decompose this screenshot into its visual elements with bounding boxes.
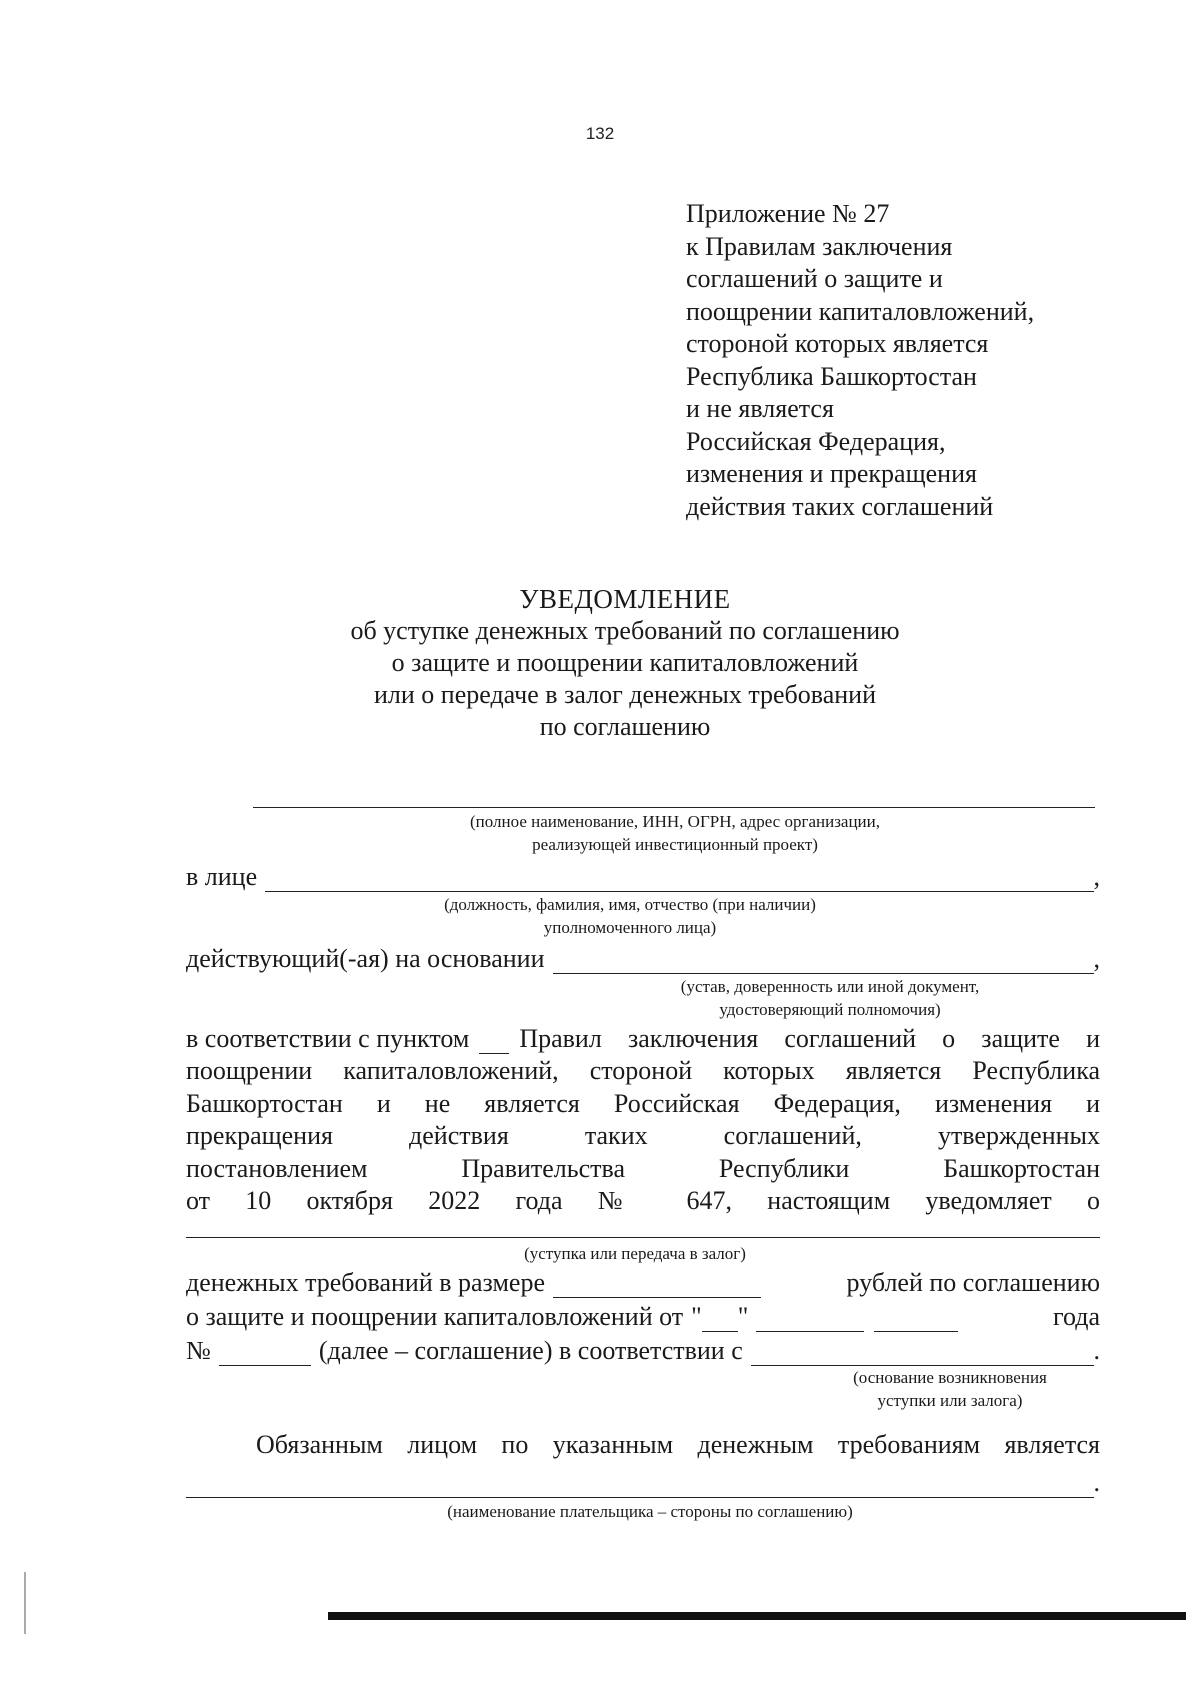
- title-heading: УВЕДОМЛЕНИЕ: [519, 584, 731, 614]
- amount-suffix: рублей по соглашению: [846, 1268, 1100, 1297]
- agreement-year-field[interactable]: [874, 1305, 958, 1332]
- paragraph-body: [186, 1055, 1100, 1218]
- in-person-label: в лице: [186, 862, 258, 891]
- assignment-type-caption: (уступка или передача в залог): [524, 1244, 746, 1263]
- appendix-line: к Правилам заключения: [686, 231, 953, 261]
- appendix-line: и не является: [686, 394, 834, 423]
- agreement-day-field[interactable]: [702, 1305, 738, 1332]
- organization-caption: (полное наименование, ИНН, ОГРН, адрес организации, реализующей инвестиционный проект): [470, 812, 880, 854]
- scan-artifact-vertical: [24, 1572, 26, 1634]
- organization-field[interactable]: [253, 781, 1095, 808]
- title-subtitle-line: о защите и поощрении капиталовложений: [391, 648, 859, 677]
- paragraph-intro-rest: Правил заключения соглашений о защите и: [519, 1024, 1100, 1053]
- title-subtitle-line: об уступке денежных требований по соглашению: [350, 616, 900, 645]
- appendix-note: [686, 198, 1126, 523]
- reason-field[interactable]: [751, 1339, 1094, 1366]
- appendix-line: Российская Федерация,: [686, 426, 946, 456]
- paragraph-line: поощрении капиталовложений, стороной которых является Республика: [186, 1056, 1100, 1085]
- appendix-line: Республика Башкортостан: [686, 361, 977, 391]
- appendix-line: соглашений о защите и: [686, 264, 943, 293]
- paragraph-line: постановлением Правительства Республики Башкортостан: [186, 1153, 1100, 1183]
- appendix-line: действия таких соглашений: [686, 491, 994, 521]
- comma: ,: [1093, 862, 1100, 891]
- title-subtitle-line: по соглашению: [539, 712, 711, 741]
- paragraph-line: прекращения действия таких соглашений, утвержденных: [186, 1121, 1100, 1150]
- comma: ,: [1093, 944, 1100, 973]
- paragraph-line: от 10 октября 2022 года № 647, настоящим уведомляет о: [186, 1186, 1100, 1215]
- reason-caption: (основание возникновения уступки или залога): [853, 1368, 1047, 1410]
- period: .: [1093, 1336, 1100, 1365]
- scan-artifact-horizontal: [328, 1612, 1186, 1620]
- title-subtitle-line: или о передаче в залог денежных требований: [374, 680, 876, 709]
- paragraph-intro: в соответствии с пунктом: [186, 1024, 470, 1053]
- agreement-label: о защите и поощрении капиталовложений от: [186, 1302, 684, 1331]
- amount-label: денежных требований в размере: [186, 1268, 545, 1297]
- quote-close: ": [737, 1302, 749, 1331]
- representative-field[interactable]: [265, 865, 1093, 892]
- clause-number-field[interactable]: [479, 1027, 509, 1054]
- amount-field[interactable]: [553, 1271, 761, 1298]
- payer-field[interactable]: [186, 1471, 1094, 1498]
- payer-caption: (наименование плательщика – стороны по соглашению): [447, 1502, 853, 1521]
- basis-document-caption: (устав, доверенность или иной документ, удостоверяющий полномочия): [680, 977, 980, 1019]
- representative-caption: (должность, фамилия, имя, отчество (при наличии) уполномоченного лица): [444, 895, 816, 937]
- page-number: 132: [585, 124, 615, 143]
- agreement-number-field[interactable]: [219, 1339, 311, 1366]
- number-suffix: (далее – соглашение) в соответствии с: [318, 1336, 743, 1365]
- paragraph-line: Башкортостан и не является Российская Федерация, изменения и: [186, 1088, 1100, 1118]
- number-sign: №: [186, 1336, 211, 1365]
- appendix-line: Приложение № 27: [686, 199, 890, 228]
- document-title: [200, 583, 1050, 743]
- basis-document-field[interactable]: [553, 947, 1094, 974]
- agreement-month-field[interactable]: [756, 1305, 864, 1332]
- year-label: года: [1052, 1302, 1100, 1331]
- assignment-type-field[interactable]: [186, 1211, 1100, 1238]
- appendix-line: стороной которых является: [686, 329, 989, 358]
- appendix-line: изменения и прекращения: [686, 459, 977, 488]
- period: .: [1093, 1468, 1100, 1497]
- acting-basis-label: действующий(-ая) на основании: [186, 944, 545, 973]
- obligor-text: Обязанным лицом по указанным денежным требованиям является: [256, 1430, 1100, 1459]
- quote-open: ": [691, 1302, 702, 1331]
- appendix-line: поощрении капиталовложений,: [686, 296, 1035, 326]
